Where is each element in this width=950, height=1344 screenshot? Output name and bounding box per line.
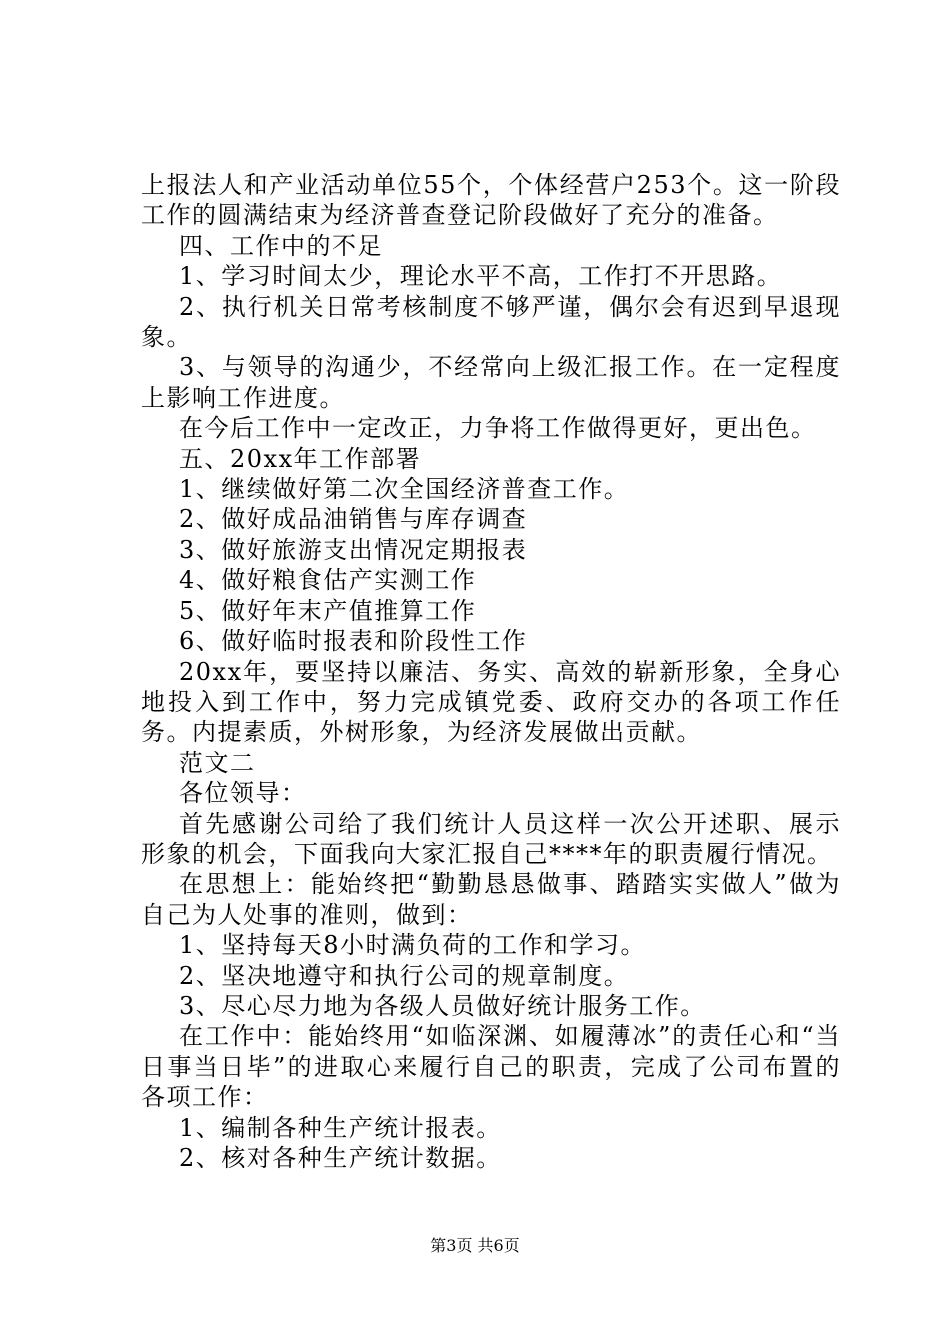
list-item: 2、坚决地遵守和执行公司的规章制度。 bbox=[179, 961, 630, 990]
list-item: 2、做好成品油销售与库存调查 bbox=[179, 505, 528, 534]
list-item: 6、做好临时报表和阶段性工作 bbox=[179, 627, 528, 656]
list-item: 2、核对各种生产统计数据。 bbox=[179, 1144, 502, 1172]
paragraph: 在工作中：能始终用“如临深渊、如履薄冰”的责任心和“当日事当日毕”的进取心来履行自己的职责，完成了公司布置的各项工作： bbox=[141, 1022, 841, 1112]
list-item: 1、编制各种生产统计报表。 bbox=[179, 1113, 502, 1142]
paragraph: 上报法人和产业活动单位55个，个体经营户253个。这一阶段工作的圆满结束为经济普查登记阶段做好了充分的准备。 bbox=[141, 171, 841, 230]
list-item: 4、做好粮食估产实测工作 bbox=[179, 566, 477, 595]
list-item: 5、做好年末产值推算工作 bbox=[179, 596, 477, 625]
paragraph: 在思想上：能始终把“勤勤恳恳做事、踏踏实实做人”做为自己为人处事的准则，做到： bbox=[141, 870, 841, 929]
page-footer bbox=[0, 1235, 950, 1257]
list-item: 1、学习时间太少，理论水平不高，工作打不开思路。 bbox=[179, 262, 783, 291]
list-item: 1、坚持每天8小时满负荷的工作和学习。 bbox=[179, 931, 647, 960]
salutation: 各位领导： bbox=[179, 779, 307, 808]
paragraph: 首先感谢公司给了我们统计人员这样一次公开述职、展示形象的机会，下面我向大家汇报自己****年的职责履行情况。 bbox=[141, 809, 841, 868]
list-item: 3、与领导的沟通少，不经常向上级汇报工作。在一定程度上影响工作进度。 bbox=[141, 353, 841, 412]
section-heading: 范文二 bbox=[179, 748, 256, 777]
document-body bbox=[141, 170, 841, 1173]
list-item: 2、执行机关日常考核制度不够严谨，偶尔会有迟到早退现象。 bbox=[141, 292, 841, 352]
section-heading: 五、20xx年工作部署 bbox=[179, 444, 422, 473]
paragraph: 在今后工作中一定改正，力争将工作做得更好，更出色。 bbox=[179, 414, 817, 443]
list-item: 3、尽心尽力地为各级人员做好统计服务工作。 bbox=[179, 991, 706, 1020]
section-heading: 四、工作中的不足 bbox=[179, 231, 383, 260]
paragraph: 20xx年，要坚持以廉洁、务实、高效的崭新形象，全身心地投入到工作中，努力完成镇党委、政府交办的各项工作任务。内提素质，外树形象，为经济发展做出贡献。 bbox=[141, 657, 841, 747]
page-number-label: 第3页 共6页 bbox=[430, 1236, 520, 1255]
list-item: 3、做好旅游支出情况定期报表 bbox=[179, 535, 528, 564]
list-item: 1、继续做好第二次全国经济普查工作。 bbox=[179, 475, 630, 504]
